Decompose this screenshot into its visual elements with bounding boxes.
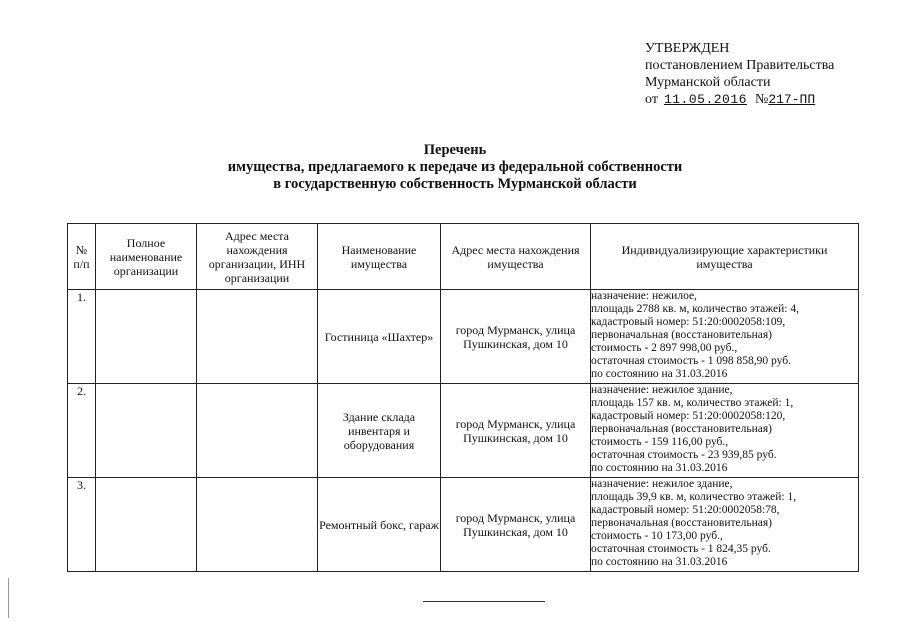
row-number: 1. xyxy=(68,290,96,384)
characteristic-line: остаточная стоимость - 1 098 858,90 руб. xyxy=(591,355,791,367)
header-property-address: Адрес места нахождения имущества xyxy=(441,224,591,290)
property-table xyxy=(67,223,859,572)
row-property-name: Ремонтный бокс, гараж xyxy=(318,478,441,572)
approval-stamp xyxy=(645,40,834,108)
row-org-address xyxy=(197,478,318,572)
characteristic-line: стоимость - 2 897 998,00 руб., xyxy=(591,342,738,354)
characteristic-line: назначение: нежилое здание, xyxy=(591,478,733,490)
row-property-name: Гостиница «Шахтер» xyxy=(318,290,441,384)
row-org-name xyxy=(96,290,197,384)
header-org-address: Адрес места нахождения организации, ИНН организации xyxy=(197,224,318,290)
characteristic-line: кадастровый номер: 51:20:0002058:120, xyxy=(591,410,786,422)
characteristic-line: кадастровый номер: 51:20:0002058:109, xyxy=(591,316,786,328)
characteristic-line: назначение: нежилое здание, xyxy=(591,384,733,396)
characteristic-line: кадастровый номер: 51:20:0002058:78, xyxy=(591,504,780,516)
characteristic-line: площадь 157 кв. м, количество этажей: 1, xyxy=(591,397,794,409)
header-property-name: Наименование имущества xyxy=(318,224,441,290)
row-org-name xyxy=(96,384,197,478)
document-title xyxy=(150,142,760,193)
row-characteristics xyxy=(591,290,859,384)
characteristic-line: первоначальная (восстановительная) xyxy=(591,329,772,341)
approval-line-1: постановлением Правительства xyxy=(645,58,835,73)
approval-number-sign: № xyxy=(754,92,769,107)
characteristic-line: стоимость - 10 173,00 руб., xyxy=(591,530,723,542)
footer-divider xyxy=(423,601,545,602)
row-number: 3. xyxy=(68,478,96,572)
characteristic-line: по состоянию на 31.03.2016 xyxy=(591,462,728,474)
characteristic-line: остаточная стоимость - 1 824,35 руб. xyxy=(591,543,771,555)
approval-date: 11.05.2016 xyxy=(663,92,747,107)
characteristic-line: по состоянию на 31.03.2016 xyxy=(591,556,728,568)
characteristic-line: по состоянию на 31.03.2016 xyxy=(591,368,728,380)
row-characteristics xyxy=(591,384,859,478)
approval-prefix: от xyxy=(645,92,658,107)
header-org-name: Полное наименование организации xyxy=(96,224,197,290)
title-line-3: в государственную собственность Мурманской области xyxy=(273,176,637,192)
scan-edge-mark xyxy=(8,578,9,618)
characteristic-line: площадь 2788 кв. м, количество этажей: 4, xyxy=(591,303,799,315)
characteristic-line: первоначальная (восстановительная) xyxy=(591,423,772,435)
table-header-row xyxy=(68,224,859,290)
row-org-address xyxy=(197,290,318,384)
row-property-name: Здание склада инвентаря и оборудования xyxy=(318,384,441,478)
approval-number: 217-ПП xyxy=(768,92,816,107)
row-org-name xyxy=(96,478,197,572)
row-number: 2. xyxy=(68,384,96,478)
title-line-1: Перечень xyxy=(423,142,487,158)
approval-heading: УТВЕРЖДЕН xyxy=(645,41,730,56)
table-row xyxy=(68,290,859,384)
characteristic-line: назначение: нежилое, xyxy=(591,290,697,302)
characteristic-line: стоимость - 159 116,00 руб., xyxy=(591,436,729,448)
header-number: № п/п xyxy=(68,224,96,290)
header-characteristics: Индивидуализирующие характеристики имущества xyxy=(591,224,859,290)
row-property-address: город Мурманск, улица Пушкинская, дом 10 xyxy=(441,290,591,384)
characteristic-line: площадь 39,9 кв. м, количество этажей: 1, xyxy=(591,491,797,503)
table-row xyxy=(68,384,859,478)
approval-date-line xyxy=(645,91,834,108)
approval-line-2: Мурманской области xyxy=(645,75,771,90)
row-characteristics xyxy=(591,478,859,572)
row-org-address xyxy=(197,384,318,478)
characteristic-line: первоначальная (восстановительная) xyxy=(591,517,772,529)
characteristic-line: остаточная стоимость - 23 939,85 руб. xyxy=(591,449,777,461)
row-property-address: город Мурманск, улица Пушкинская, дом 10 xyxy=(441,384,591,478)
row-property-address: город Мурманск, улица Пушкинская, дом 10 xyxy=(441,478,591,572)
table-row xyxy=(68,478,859,572)
title-line-2: имущества, предлагаемого к передаче из федеральной собственности xyxy=(227,159,683,175)
